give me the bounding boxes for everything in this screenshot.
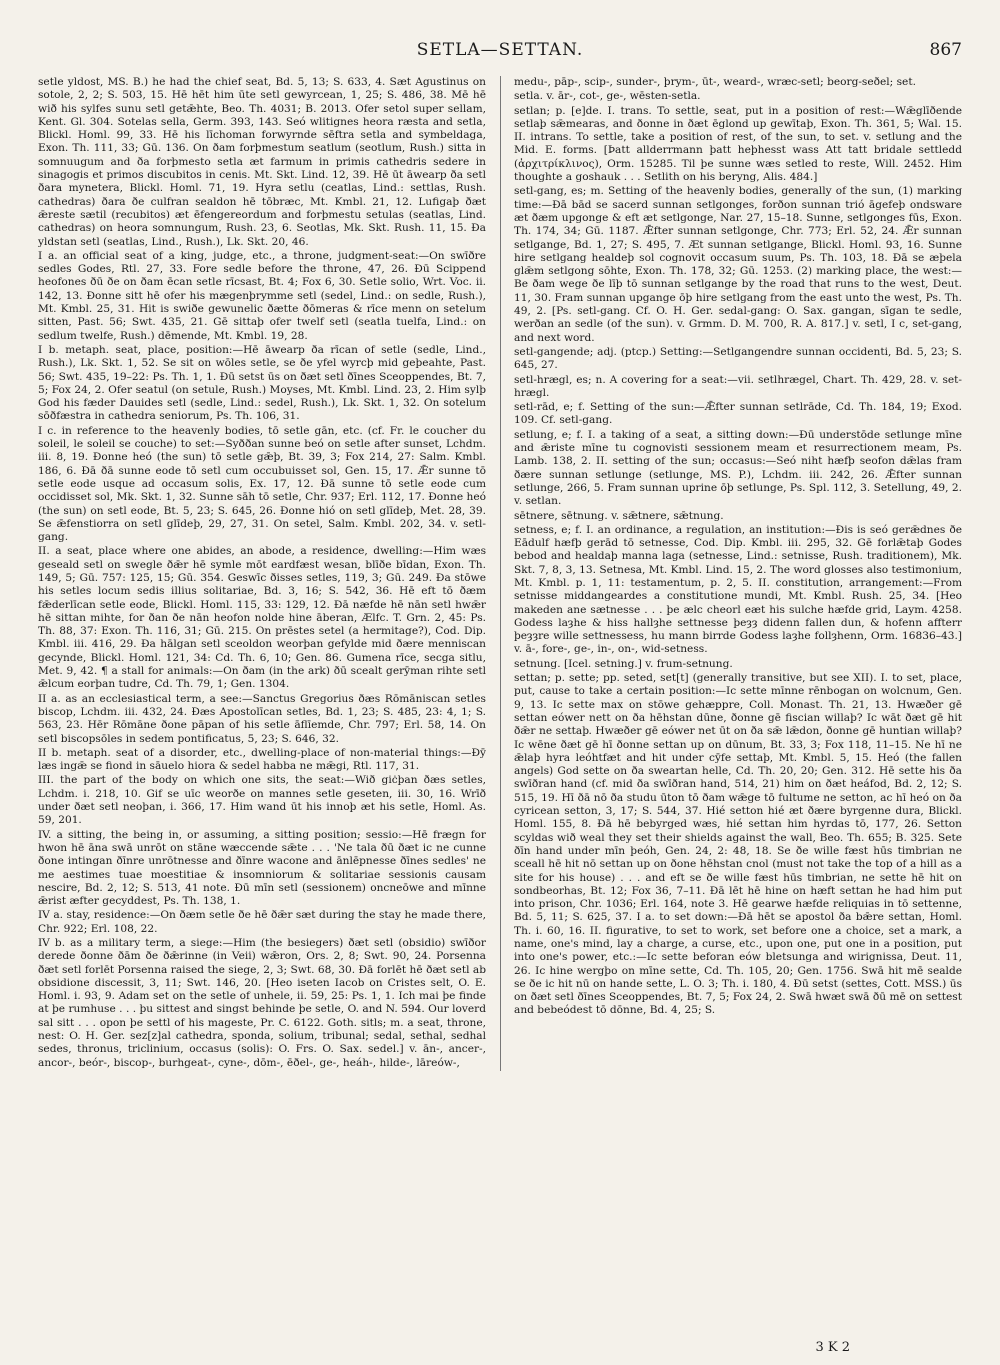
entry-paragraph: IV b. as a military term, a siege:—Him (the besiegers) ðæt setl (obsidio) swīðor derede ðonne ðām ðe ðǣrinne (in Veii) wǣron, Ors. 2, 8; Swt. 90, 24. Porsenna ðæt setl forlēt Porsenna raised the siege, 2, 3; Swt. 68, 30. Ðā forlēt hē ðæt setl ab obsidione discessit, 3, 11; Swt. 146, 20. [Heo iseten Iacob on Cristes selt, O. E. Homl. i. 93, 9. Adam set on the setle of unhele, ii. 59, 25: Ps. 1, 1. Ich mai þe finde at þe rumhuse . . . þu sittest and singst behinde þe setle, O. and N. 594. Our loverd sal sitt . . . opon þe settl of his mageste, Pr. C. 6122. Goth. sitls; m. a seat, throne, nest: O. H. Ger. sez[z]al cathedra, sponda, solium, tribunal; sedal, sethal, sedhal sedes, thronus, triclinium, occasus (solis): O. Frs. O. Sax. sedel.] v. ān-, ancer-, ancor-, beór-, biscop-, burhgeat-, cyne-, dōm-, ēðel-, ge-, heáh-, hilde-, lāreów-, [38,937,486,1069]
entry-paragraph: I a. an official seat of a king, judge, etc., a throne, judgment-seat:—On swīðre sedles Godes, Rtl. 27, 33. Fore sedle before the throne, 47, 26. Ðū Scippend heofones ðū ðe on ðam ēcan setle rīcsast, Bt. 4; Fox 6, 30. Setle solio, Wrt. Voc. ii. 142, 13. Ðonne sitt hē ofer his mægenþrymme setl (sedel, Lind.: on sedle, Rush.), Mt. Kmbl. 25, 31. Hit is swiðe gewunelic ðætte ðōmeras & rīce menn on setelum sitten, Past. 56; Swt. 435, 21. Gē sittaþ ofer twelf setl (seatla tuelfa, Lind.: on sedlum twelfe, Rush.) dēmende, Mt. Kmbl. 19, 28. [38,249,486,342]
entry-paragraph: II a. as an ecclesiastical term, a see:—Sanctus Gregorius ðæs Rōmāniscan setles biscop, Lchdm. iii. 432, 24. Ðæs Apostolīcan setles, Bd. 1, 23; S. 485, 23: 4, 1; S. 563, 23. Hēr Rōmāne ðone pāpan of his setle āflīemde, Chr. 797; Erl. 58, 14. On setl biscopsōles in sedem pontificatus, 5, 23; S. 646, 32. [38,692,486,745]
column-divider [500,76,501,1071]
entry-paragraph: III. the part of the body on which one sits, the seat:—Wið giċþan ðæs setles, Lchdm. i. 218, 10. Gif se uīc weorðe on mannes setle geseten, iii. 30, 16. Wrīð under ðæt setl neoþan, i. 366, 17. Him wand ūt his innoþ æt his setle, Homl. As. 59, 201. [38,774,486,827]
columns [38,76,962,1071]
signature-mark: 3 K 2 [815,1340,850,1355]
entry-paragraph: setlan; p. [e]de. I. trans. To settle, seat, put in a position of rest:—Wǣglīðende setlaþ sǣmearas, and ðonne in ðæt ēglond up gewītaþ, Exon. Th. 361, 5; Wal. 15. II. intrans. To settle, take a position of rest, of the sun, to set. v. setlung and the Mid. E. forms. [Þatt allderrmann þatt heþhesst wass Att tatt bridale settledd (ἀρχιτρίκλινος), Orm. 15285. Til þe sunne wæs setled to reste, Will. 2452. Him thoughte a goshauk . . . Setlith on his beryng, Alis. 484.] [514,104,962,184]
entry-paragraph: IV a. stay, residence:—On ðæm setle ðe hē ðǣr sæt during the stay he made there, Chr. 922; Erl. 108, 22. [38,909,486,935]
entry-paragraph: medu-, pāp-, scip-, sunder-, þrym-, ūt-, weard-, wræc-setl; beorg-seðel; set. [514,76,916,88]
running-head: SETLA—SETTAN. [416,40,584,60]
entry-paragraph: setle yldost, MS. B.) he had the chief seat, Bd. 5, 13; S. 633, 4. Sæt Agustinus on sotole, 2, 2; S. 503, 15. Hē hēt him ūte setl gewyrcean, 1, 25; S. 486, 38. Mē hē wið his sylfes sunu setl getǣhte, Beo. Th. 4031; B. 2013. Ofer setol super sellam, Kent. Gl. 304. Sotelas sella, Germ. 393, 143. Seó wlitignes heora ræsta and setla, Blickl. Homl. 99, 33. Hē his līchoman forwyrnde sēftra setla and symbeldaga, Exon. Th. 111, 33; Gū. 136. On ðam forþmestum seatlum (seotlum, Rush.) sitta in somnuugum and ða forþmesto setla æt farmum in primis cathedris sedere in sinagogis et primos discubitos in cenis. Mt. Skt. Lind. 12, 39. Hē ūt āwearp ða setl ðara mynetera, Blickl. Homl. 71, 19. Hyra setlu (ceatlas, Lind.: settlas, Rush. cathedras) ðara ðe culfran sealdon hē tōbræc, Mt. Kmbl. 21, 12. Lufigaþ ðæt ǣreste sætil (recubitos) æt ēfengereordum and forþmestu setulas (seatlas, Lind. cathedras) on heora somnungum, Rush. 23, 6. Seotlas, Mk. Skt. Rush. 11, 15. Ða yldstan setl (seatlas, Lind., Rush.), Lk. Skt. 20, 46. [38,76,486,248]
entry-paragraph: IV. a sitting, the being in, or assuming, a sitting position; sessio:—Hē frægn for hwon hē āna swā unrōt on stāne wæccende sǣte . . . 'Ne tala ðū ðæt ic ne cunne ðone intingan ðīnre unrōtnesse and ðīnre wacone and ānlēpnesse ðīnes sedles' ne me aestimes tuae moestitiae & insomniorum & solitariae sessionis causam nescire, Bd. 2, 12; S. 513, 41 note. Ðū mīn setl (sessionem) oncneōwe and mīnne ǣrist æfter gecyddest, Ps. Th. 138, 1. [38,828,486,908]
entry-paragraph: setlung, e; f. I. a taking of a seat, a sitting down:—Ðū understōde setlunge mīne and ǣriste mīne tu cognovisti sessionem meam et resurrectionem meam, Ps. Lamb. 138, 2. II. setting of the sun; occasus:—Seó niht hæfþ seofon dǣlas fram ðære sunnan setlunge (setlunge, MS. P.), Lchdm. iii. 242, 26. Ǣfter sunnan setlunge, 266, 5. Fram sunnan uprine ōþ setlunge, Ps. Spl. 112, 3. Setellung, 49, 2. v. setlan. [514,428,962,508]
entry-paragraph: setl-rād, e; f. Setting of the sun:—Ǣfter sunnan setlrāde, Cd. Th. 184, 19; Exod. 109. Cf. setl-gang. [514,401,962,427]
entry-paragraph: II b. metaph. seat of a disorder, etc., dwelling-place of non-material things:—Ðȳ læs ingǣ se fiond in sāuelo hiora & sedel habba ne mǣgi, Rtl. 117, 31. [38,746,486,773]
entry-paragraph: settan; p. sette; pp. seted, set[t] (generally transitive, but see XII). I. to set, place, put, cause to take a certain position:—Ic sette mīnne rēnbogan on wolcnum, Gen. 9, 13. Ic sette max on stōwe gehæppre, Coll. Monast. Th. 21, 13. Hwæðer gē settan eówer nett on ða hēhstan dūne, ðonne gē fiscian willaþ? Ic wāt ðæt gē hit ðǣr ne settaþ. Hwæðer gē eówer net ūt on ða sǣ lǣdon, ðonne gē huntian willaþ? Ic wēne ðæt gē hī ðonne settan up on dūnum, Bt. 33, 3; Fox 118, 11–15. Ne hī ne ǣlaþ hyra leóhtfæt and hit under cȳfe settaþ, Mt. Kmbl. 5, 15. Heó (the fallen angels) God sette on ða sweartan helle, Cd. Th. 20, 20; Gen. 312. Hē sette his ða swīðran hand (cf. mid ða swīðran hand, 514, 21) him on ðæt heáfod, Bd. 2, 12; S. 515, 19. Hī ðā nō ða studu ūton tō ðam wǣge tō fultume ne setton, ac hī heó on ða cyricean setton, 3, 17; S. 544, 37. Hié setton hié æt ðære byrgenne dura, Blickl. Homl. 155, 8. Ðā hē bebyrged wæs, hié settan him hyrdas tō, 177, 26. Setton scyldas wið weal they set their shields against the wall, Beo. Th. 655; B. 325. Sete ðīn hand under mīn þeóh, Gen. 24, 2: 48, 18. Se ðe wille fæst hūs timbrian ne sceall hē hit nō settan up on ðone hēhstan cnol (must not take the top of a hill as a site for his house) . . . and eft se ðe wille fæst hūs timbrian, ne sette hē hit on sondbeorhas, Bt. 12; Fox 36, 7–11. Ðā lēt hē hine on hæft settan he had him put into prison, Chr. 1036; Erl. 164, note 3. Hē gearwe hæfde reliquias in tō settenne, Bd. 5, 11; S. 625, 37. I a. to set down:—Ðā hēt se apostol ða bǣre settan, Homl. Th. i. 60, 16. II. figurative, to set to work, set before one a choice, set a mark, a name, one's mind, lay a charge, a curse, etc., upon one, put one in a position, put into one's power, etc.:—Ic sette beforan eów bletsunga and wirignissa, Deut. 11, 26. Ic hine wergþo on mīne sette, Cd. Th. 105, 20; Gen. 1756. Swā hit mē sealde se ðe ic hit nū on hande sette, L. O. 3; Th. i. 180, 4. Ðū setst (settes, Cott. MSS.) ūs on ðæt setl ðīnes Sceoppendes, Bt. 7, 5; Fox 24, 2. Swā hwæt swā ðū mē on settest and bebeódest tō dōnne, Bd. 4, 25; S. [514,672,962,1017]
entry-paragraph: I c. in reference to the heavenly bodies, tō setle gān, etc. (cf. Fr. le coucher du soleil, le soleil se couche) to set:—Syððan sunne beó on setle after sunset, Lchdm. iii. 8, 19. Ðonne heó (the sun) tō setle gǣþ, Bt. 39, 3; Fox 214, 27: Salm. Kmbl. 186, 6. Ðā ðā sunne eode tō setl cum occubuisset sol, Gen. 15, 17. Ǣr sunne tō setle eode usque ad occasum solis, Ex. 17, 12. Ðā sunne tō setle eode cum occidisset sol, Mk. Skt. 1, 32. Sunne sāh tō setle, Chr. 937; Erl. 112, 17. Ðonne heó (the sun) on setl eode, Bt. 5, 23; S. 645, 26. Ðonne hió on setl glīdeþ, Met. 28, 39. Se ǣfenstiorra on setl glīdeþ, 29, 27, 31. On setel, Salm. Kmbl. 202, 34. v. setl-gang. [38,424,486,544]
entry-paragraph: setl-hrægl, es; n. A covering for a seat:—vii. setlhrægel, Chart. Th. 429, 28. v. set-hrægl. [514,373,962,399]
entry-paragraph: sētnere, sētnung. v. sǣtnere, sǣtnung. [514,509,724,522]
right-column [514,76,962,1071]
entry-paragraph: I b. metaph. seat, place, position:—Hē āwearp ða rīcan of setle (sedle, Lind., Rush.), Lk. Skt. 1, 52. Se sit on wōles setle, se ðe yfel wyrcþ mid geþeahte, Past. 56; Swt. 435, 19–22: Ps. Th. 1, 1. Ðū setst ūs on ðæt setl ðīnes Sceoppendes, Bt. 7, 5; Fox 24, 2. Ofer seatul (on setule, Rush.) Moyses, Mt. Kmbl. Lind. 23, 2. Him sylþ God his fæder Dauides setl (sedle, Lind.: sedel, Rush.), Lk. Skt. 1, 32. On sotelum sōðfæstra in cathedra seniorum, Ps. Th. 106, 31. [38,343,486,423]
entry-paragraph: setl-gangende; adj. (ptcp.) Setting:—Setlgangendre sunnan occidenti, Bd. 5, 23; S. 645, 27. [514,345,962,372]
entry-paragraph: II. a seat, place where one abides, an abode, a residence, dwelling:—Him wæs geseald setl on swegle ðǣr hē symle mōt eardfæst wesan, blīðe bīdan, Exon. Th. 149, 5; Gū. 757: 125, 15; Gū. 354. Geswīc ðisses setles, 119, 3; Gū. 249. Ða stōwe his setles locum sedis illius solitariae, Bd. 3, 16; S. 542, 36. Hē eft tō ðæm fǣderlīcan setle eode, Blickl. Homl. 115, 33: 129, 12. Ðā næfde hē nān setl hwǣr hē sittan mihte, for ðan ðe nān heofon nolde hine āberan, Ælfc. T. Grn. 2, 45: Ps. Th. 88, 37: Exon. Th. 116, 31; Gū. 215. On prēstes setel (a hermitage?), Cod. Dip. Kmbl. iii. 416, 29. Ða hālgan setl sceoldon weorþan gefylde mid ðære menniscan gecynde, Blickl. Homl. 121, 34: Cd. Th. 6, 10; Gen. 86. Gumena rīce, secga sitlu, Met. 9, 42. ¶ a stall for animals:—On ðam (in the ark) ðū scealt gerȳman rihte setl ǣlcum eorþan tudre, Cd. Th. 79, 1; Gen. 1304. [38,545,486,691]
left-column [38,76,486,1071]
entry-paragraph: setnung. [Icel. setning.] v. frum-setnung. [514,657,733,670]
entry-paragraph: setla. v. ār-, cot-, ge-, wēsten-setla. [514,90,701,103]
entry-paragraph: setness, e; f. I. an ordinance, a regulation, an institution:—Ðis is seó gerǣdnes ðe Eādulf hæfþ gerād tō setnesse, Cod. Dip. Kmbl. iii. 295, 32. Gē forlǣtaþ Godes bebod and healdaþ manna laga (setnesse, Lind.: setnisse, Rush. traditionem), Mk. Skt. 7, 8, 3, 13. Setnesa, Mt. Kmbl. Lind. 15, 2. The word glosses also testimonium, Mt. Kmbl. p. 1, 11: testamentum, p. 2, 5. II. constitution, arrangement:—From setnisse middangeardes a constitutione mundi, Mt. Kmbl. Rush. 25, 34. [Heo makeden ane sætnesse . . . þe ælc cheorl eæt his sulche hæfde grid, Laym. 4258. Godess laȝhe & hiss hallȝhe settnesse þeȝȝ didenn fallen dun, & hofenn affterr þeȝȝre wille settnessess, hu mann birrde Godess laȝhe follȝhenn, Orm. 16836–43.] v. ā-, fore-, ge-, in-, on-, wid-setness. [514,523,962,656]
entry-paragraph: setl-gang, es; m. Setting of the heavenly bodies, generally of the sun, (1) marking time:—Ðā bād se sacerd sunnan setlgonges, forðon sunnan trió āgefeþ ondsware æt ðæm upgonge & eft æt setlgonge, Nar. 27, 15–18. Sunne, setlgonges fūs, Exon. Th. 174, 34; Gū. 1187. Ǣfter sunnan setlgonge, Chr. 773; Erl. 52, 24. Ǣr sunnan setlgange, Bd. 1, 27; S. 495, 7. Æt sunnan setlgange, Blickl. Homl. 93, 16. Sunne hire setlgang healdeþ sol cognovit occasum suum, Ps. Th. 103, 18. Ðā se æþela glǣm setlgong sōhte, Exon. Th. 178, 32; Gū. 1253. (2) marking place, the west:—Be ðam wege ðe līþ tō sunnan setlgange by the road that runs to the west, Deut. 11, 30. Fram sunnan upgange ōþ hire setlgang from the east unto the west, Ps. Th. 49, 2. [Ps. setl-gang. Cf. O. H. Ger. sedal-gang: O. Sax. gangan, sīgan te sedle, werðan an sedle (of the sun). v. Grmm. D. M. 700, R. A. 817.] v. setl, I c, set-gang, and next word. [514,185,962,344]
page-number: 867 [929,40,962,60]
page-header [38,40,962,70]
